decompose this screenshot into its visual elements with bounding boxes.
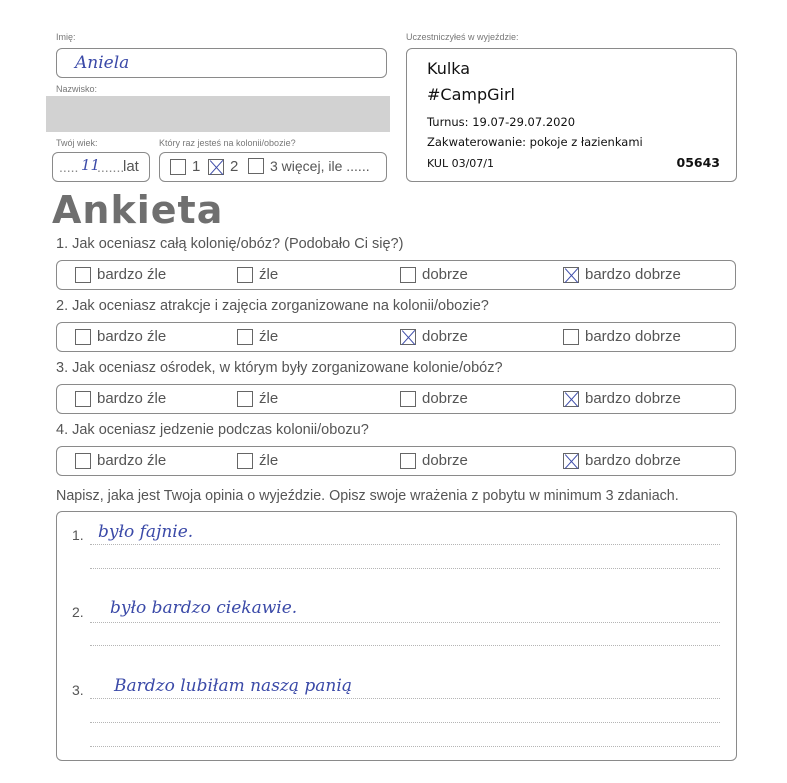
checked-checkbox-icon (563, 453, 579, 469)
camp-tag: #CampGirl (427, 85, 515, 104)
question-2-option-2[interactable] (237, 328, 278, 345)
name-label: Imię: (56, 32, 76, 42)
which-time-label: Który raz jesteś na kolonii/obozie? (159, 138, 296, 148)
checkbox-icon (75, 391, 91, 407)
question-1-text: 1. Jak oceniasz całą kolonię/obóz? (Podobało Ci się?) (56, 236, 404, 252)
option-label: bardzo źle (97, 452, 167, 469)
answer-2-number: 2. (72, 604, 84, 620)
question-4-option-1[interactable] (75, 452, 166, 469)
option-label: źle (259, 452, 279, 469)
option-label: dobrze (422, 390, 468, 407)
which-time-option-3[interactable]: 3 więcej, ile ...... (248, 158, 370, 174)
option-label: bardzo dobrze (585, 266, 681, 283)
checkbox-icon (563, 329, 579, 345)
name-value: Aniela (75, 53, 130, 73)
answer-line (90, 746, 720, 747)
checkbox-icon (248, 158, 264, 174)
age-label: Twój wiek: (56, 138, 98, 148)
option-label: bardzo dobrze (585, 452, 681, 469)
question-3-option-4[interactable] (563, 390, 681, 407)
question-4-text: 4. Jak oceniasz jedzenie podczas kolonii/obozu? (56, 422, 369, 438)
camp-code: KUL 03/07/1 (427, 157, 494, 170)
which-time-option-1[interactable]: 1 (170, 158, 200, 175)
option-label: dobrze (422, 328, 468, 345)
answer-line (90, 544, 720, 545)
question-1-option-4[interactable] (563, 266, 681, 283)
surname-label: Nazwisko: (56, 84, 98, 94)
answer-3-text: Bardzo lubiłam naszą panią (114, 676, 352, 696)
checkbox-icon (75, 453, 91, 469)
camp-accommodation: Zakwaterowanie: pokoje z łazienkami (427, 135, 643, 149)
checked-checkbox-icon (400, 329, 416, 345)
answer-1-number: 1. (72, 527, 84, 543)
age-value: 11 (81, 156, 101, 174)
opinion-prompt: Napisz, jaka jest Twoja opinia o wyjeździe. Opisz swoje wrażenia z pobytu w minimum 3 zdaniach. (56, 488, 679, 504)
checkbox-icon (400, 453, 416, 469)
question-2-options (56, 322, 736, 352)
question-2-option-4[interactable] (563, 328, 681, 345)
option-label: źle (259, 328, 279, 345)
checked-checkbox-icon (208, 159, 224, 175)
checkbox-icon (237, 453, 253, 469)
camp-name: Kulka (427, 59, 471, 78)
question-1-option-2[interactable] (237, 266, 278, 283)
option-label: dobrze (422, 266, 468, 283)
option-label: źle (259, 390, 279, 407)
option-label: bardzo źle (97, 328, 167, 345)
option-label: bardzo źle (97, 390, 167, 407)
age-field[interactable]: ..... 11 ....... lat (52, 152, 150, 182)
answer-line (90, 622, 720, 623)
which-time-field (159, 152, 387, 182)
question-4-option-3[interactable] (400, 452, 468, 469)
question-4-options (56, 446, 736, 476)
page-title: Ankieta (52, 188, 224, 232)
checkbox-icon (237, 267, 253, 283)
question-1-option-3[interactable] (400, 266, 468, 283)
answer-line (90, 698, 720, 699)
question-4-option-4[interactable] (563, 452, 681, 469)
answer-line (90, 645, 720, 646)
answer-line (90, 568, 720, 569)
question-3-option-1[interactable] (75, 390, 166, 407)
option-label: bardzo dobrze (585, 390, 681, 407)
question-2-option-3[interactable] (400, 328, 468, 345)
question-3-options (56, 384, 736, 414)
option-label: bardzo źle (97, 266, 167, 283)
checkbox-icon (237, 329, 253, 345)
question-3-text: 3. Jak oceniasz ośrodek, w którym były zorganizowane kolonie/obóz? (56, 360, 503, 376)
age-unit: lat (123, 158, 139, 175)
option-label: bardzo dobrze (585, 328, 681, 345)
question-1-option-1[interactable] (75, 266, 166, 283)
checked-checkbox-icon (563, 267, 579, 283)
answer-3-number: 3. (72, 682, 84, 698)
checkbox-icon (237, 391, 253, 407)
name-field[interactable] (56, 48, 387, 78)
question-2-text: 2. Jak oceniasz atrakcje i zajęcia zorganizowane na kolonii/obozie? (56, 298, 489, 314)
camp-number: 05643 (676, 155, 720, 170)
participant-label: Uczestniczyłeś w wyjeździe: (406, 32, 519, 42)
camp-info-box (406, 48, 737, 182)
camp-turnus: Turnus: 19.07-29.07.2020 (427, 115, 576, 129)
checked-checkbox-icon (563, 391, 579, 407)
which-time-option-2[interactable]: 2 (208, 158, 238, 175)
checkbox-icon (400, 267, 416, 283)
question-3-option-3[interactable] (400, 390, 468, 407)
answer-2-text: było bardzo ciekawie. (110, 598, 298, 618)
question-1-options (56, 260, 736, 290)
answer-line (90, 722, 720, 723)
checkbox-icon (400, 391, 416, 407)
checkbox-icon (75, 267, 91, 283)
question-3-option-2[interactable] (237, 390, 278, 407)
question-4-option-2[interactable] (237, 452, 278, 469)
checkbox-icon (75, 329, 91, 345)
opinion-box[interactable] (56, 511, 737, 761)
surname-redacted (46, 96, 390, 132)
option-label: dobrze (422, 452, 468, 469)
question-2-option-1[interactable] (75, 328, 166, 345)
answer-1-text: było fajnie. (98, 522, 194, 542)
checkbox-icon (170, 159, 186, 175)
option-label: źle (259, 266, 279, 283)
